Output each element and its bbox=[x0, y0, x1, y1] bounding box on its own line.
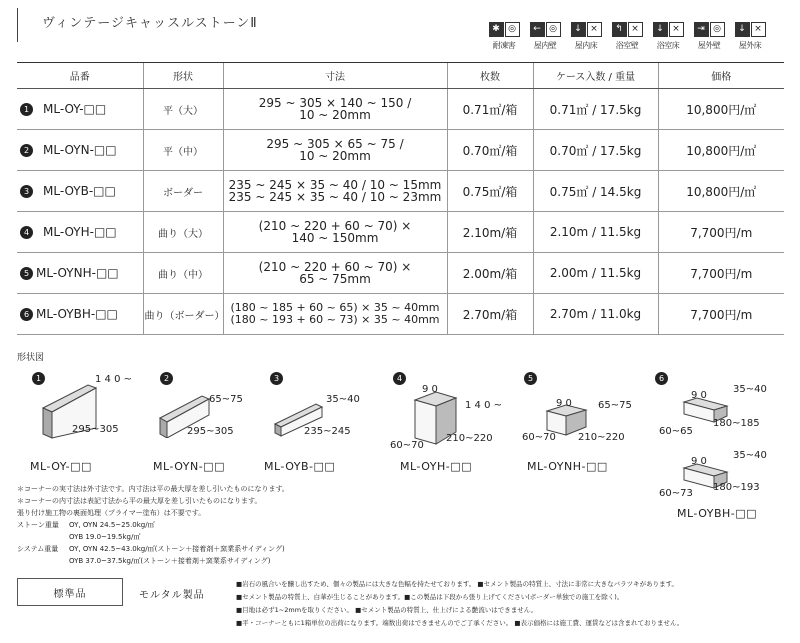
ok-icon: ◎ bbox=[505, 22, 520, 37]
shape-cell: ボーダー bbox=[143, 171, 223, 212]
figure-number: 2 bbox=[160, 372, 173, 385]
row-number: 5 bbox=[20, 267, 33, 280]
table-row bbox=[17, 294, 784, 335]
dim-top: 9 0 bbox=[691, 456, 707, 467]
fine-line: ■セメント製品の特質上、白華が生じることがあります。■この製品は下段から張り上げてください(ボーダー単独での施工を除く)。 bbox=[236, 593, 624, 601]
code-text: ML-OYNH-□□ bbox=[36, 266, 119, 280]
mortar-label: モルタル製品 bbox=[139, 590, 205, 601]
figure-model: ML-OYNH-□□ bbox=[527, 460, 608, 473]
shape-cell: 平（中） bbox=[143, 130, 223, 171]
ng-icon: × bbox=[628, 22, 643, 37]
size-line: (180 ~ 193 + 60 ~ 73) × 35 ~ 40mm bbox=[230, 313, 440, 326]
figure-model: ML-OYBH-□□ bbox=[677, 507, 758, 520]
usage-bath-wall bbox=[609, 22, 645, 51]
code-text: ML-OY-□□ bbox=[43, 102, 107, 116]
price-cell: 7,700円/m bbox=[658, 294, 784, 335]
code-text: ML-OYN-□□ bbox=[43, 143, 117, 157]
usage-label: 屋外床 bbox=[738, 41, 762, 50]
page-title: ヴィンテージキャッスルストーンⅡ bbox=[42, 16, 258, 31]
product-code bbox=[17, 171, 143, 212]
outdoor-floor-icon: ↓ bbox=[735, 22, 750, 37]
qty-cell: 2.00m/箱 bbox=[447, 253, 533, 294]
usage-label: 屋内壁 bbox=[533, 41, 557, 50]
figure-number: 6 bbox=[655, 372, 668, 385]
stone-weight-value: OY, OYN 24.5~25.0kg/㎡ bbox=[69, 521, 155, 529]
shape-cell: 平（大） bbox=[143, 89, 223, 130]
dim-side: 35~40 bbox=[733, 384, 767, 395]
size-line: (180 ~ 185 + 60 ~ 65) × 35 ~ 40mm bbox=[230, 301, 440, 314]
system-weight-value: OYB 37.0~37.5kg/㎡(ストーン＋接着剤＋窯業系サイディング) bbox=[69, 557, 271, 565]
ng-icon: × bbox=[751, 22, 766, 37]
row-number: 1 bbox=[20, 103, 33, 116]
header-case: ケース入数 / 重量 bbox=[533, 63, 658, 89]
system-weight-label: システム重量 bbox=[17, 545, 59, 553]
figure-number: 4 bbox=[393, 372, 406, 385]
fine-line: ■岩石の風合いを醸し出すため、個々の製品には大きな色幅を持たせております。 ■セメント製品の特質上、寸法に非常に大きなバラツキがあります。 bbox=[236, 580, 679, 588]
shape-cell: 曲り（大） bbox=[143, 212, 223, 253]
dim-left: 60~70 bbox=[390, 440, 424, 451]
bath-floor-icon: ↓ bbox=[653, 22, 668, 37]
fine-print bbox=[236, 578, 796, 630]
code-text: ML-OYBH-□□ bbox=[36, 307, 118, 321]
product-code bbox=[17, 89, 143, 130]
dim-bottom: 235~245 bbox=[304, 426, 351, 437]
fine-line: ■平・コーナーともに1箱単位の出荷になります。端数出荷はできませんのでご了承ください。 ■表示価格には施工費、運賃などは含まれておりません。 bbox=[236, 619, 684, 627]
ng-icon: × bbox=[587, 22, 602, 37]
usage-frost bbox=[486, 22, 522, 51]
size-cell bbox=[223, 171, 447, 212]
figure-1 bbox=[30, 370, 150, 473]
figure-model: ML-OYB-□□ bbox=[264, 460, 336, 473]
system-weight-value: OY, OYN 42.5~43.0kg/㎡(ストーン＋接着剤＋窯業系サイディング) bbox=[69, 545, 285, 553]
note-line: ＊コーナーの内寸法は表記寸法から平の最大厚を差し引いたものになります。 bbox=[17, 497, 262, 505]
usage-indoor-floor bbox=[568, 22, 604, 51]
indoor-wall-icon: ← bbox=[530, 22, 545, 37]
ng-icon: × bbox=[669, 22, 684, 37]
ok-icon: ◎ bbox=[546, 22, 561, 37]
dim-left: 60~70 bbox=[522, 432, 556, 443]
fine-line: ■目地は必ず1~2mmを取りください。 ■セメント製品の特質上、仕上げによる艶流いはできません。 bbox=[236, 606, 538, 614]
case-cell: 2.00m / 11.5kg bbox=[533, 253, 658, 294]
size-line: 295 ~ 305 × 140 ~ 150 / bbox=[258, 96, 412, 110]
system-weight-2 bbox=[17, 555, 437, 567]
dim-bottom: 180~193 bbox=[713, 482, 760, 493]
price-cell: 10,800円/㎡ bbox=[658, 130, 784, 171]
dim-bottom: 210~220 bbox=[446, 433, 493, 444]
table-row bbox=[17, 130, 784, 171]
dim-bottom: 210~220 bbox=[578, 432, 625, 443]
dim-side: 1 4 0 ~ bbox=[465, 400, 503, 411]
figure-model: ML-OY-□□ bbox=[30, 460, 92, 473]
figure-5 bbox=[522, 370, 652, 473]
price-cell: 7,700円/m bbox=[658, 212, 784, 253]
size-line: (210 ~ 220 + 60 ~ 70) × bbox=[258, 219, 412, 233]
note-line: 張り付け施工物の裏面処理（プライマー塗布）は不要です。 bbox=[17, 509, 206, 517]
table-row bbox=[17, 212, 784, 253]
product-code bbox=[17, 294, 143, 335]
usage-icons bbox=[486, 22, 768, 51]
usage-label: 耐凍害 bbox=[492, 41, 516, 50]
price-cell: 10,800円/㎡ bbox=[658, 171, 784, 212]
size-line: 65 ~ 75mm bbox=[299, 272, 371, 286]
dim-side: 65~75 bbox=[598, 400, 632, 411]
usage-outdoor-floor bbox=[732, 22, 768, 51]
size-cell bbox=[223, 89, 447, 130]
table-row bbox=[17, 253, 784, 294]
code-text: ML-OYH-□□ bbox=[43, 225, 117, 239]
qty-cell: 2.10m/箱 bbox=[447, 212, 533, 253]
dim-top: 9 0 bbox=[422, 384, 438, 395]
row-number: 2 bbox=[20, 144, 33, 157]
figure-3 bbox=[264, 370, 378, 473]
standard-badge: 標準品 bbox=[17, 578, 123, 606]
case-cell: 0.71㎡ / 17.5kg bbox=[533, 89, 658, 130]
price-cell: 7,700円/m bbox=[658, 253, 784, 294]
stone-weight-label: ストーン重量 bbox=[17, 521, 59, 529]
shape-cell: 曲り（ボーダー） bbox=[143, 294, 223, 335]
size-cell bbox=[223, 253, 447, 294]
usage-indoor-wall bbox=[527, 22, 563, 51]
case-cell: 2.70m / 11.0kg bbox=[533, 294, 658, 335]
table-header bbox=[17, 63, 784, 89]
shape-cell: 曲り（中） bbox=[143, 253, 223, 294]
figure-4 bbox=[390, 370, 520, 473]
indoor-floor-icon: ↓ bbox=[571, 22, 586, 37]
figure-2 bbox=[153, 370, 265, 473]
frost-icon: ✱ bbox=[489, 22, 504, 37]
outdoor-wall-icon: ⇥ bbox=[694, 22, 709, 37]
dim-top: 1 4 0 ~ bbox=[95, 374, 133, 385]
figure-number: 1 bbox=[32, 372, 45, 385]
figure-model: ML-OYN-□□ bbox=[153, 460, 225, 473]
notes bbox=[17, 483, 437, 567]
dim-bottom: 295~305 bbox=[72, 424, 119, 435]
spec-table bbox=[17, 62, 784, 335]
qty-cell: 2.70m/箱 bbox=[447, 294, 533, 335]
row-number: 4 bbox=[20, 226, 33, 239]
figure-6 bbox=[655, 370, 795, 520]
dim-side: 65~75 bbox=[209, 394, 243, 405]
row-number: 6 bbox=[20, 308, 33, 321]
product-code bbox=[17, 130, 143, 171]
row-number: 3 bbox=[20, 185, 33, 198]
dim-top: 9 0 bbox=[556, 398, 572, 409]
dim-bottom: 295~305 bbox=[187, 426, 234, 437]
price-cell: 10,800円/㎡ bbox=[658, 89, 784, 130]
header-price: 価格 bbox=[658, 63, 784, 89]
table-row bbox=[17, 171, 784, 212]
shapes-title: 形状図 bbox=[17, 353, 45, 363]
size-line: (210 ~ 220 + 60 ~ 70) × bbox=[258, 260, 412, 274]
header-size: 寸法 bbox=[223, 63, 447, 89]
size-line: 10 ~ 20mm bbox=[299, 108, 371, 122]
usage-bath-floor bbox=[650, 22, 686, 51]
ok-icon: ◎ bbox=[710, 22, 725, 37]
size-line: 235 ~ 245 × 35 ~ 40 / 10 ~ 15mm bbox=[228, 178, 442, 192]
qty-cell: 0.75㎡/箱 bbox=[447, 171, 533, 212]
usage-label: 浴室床 bbox=[656, 41, 680, 50]
header-qty: 枚数 bbox=[447, 63, 533, 89]
dim-left: 60~65 bbox=[659, 426, 693, 437]
header-shape: 形状 bbox=[143, 63, 223, 89]
code-text: ML-OYB-□□ bbox=[43, 184, 116, 198]
figure-number: 3 bbox=[270, 372, 283, 385]
dim-side: 35~40 bbox=[326, 394, 360, 405]
size-line: 295 ~ 305 × 65 ~ 75 / bbox=[266, 137, 404, 151]
dim-bottom: 180~185 bbox=[713, 418, 760, 429]
stone-weight-value: OYB 19.0~19.5kg/㎡ bbox=[69, 533, 141, 541]
case-cell: 2.10m / 11.5kg bbox=[533, 212, 658, 253]
header-code: 品番 bbox=[17, 63, 143, 89]
size-cell bbox=[223, 212, 447, 253]
size-cell bbox=[223, 294, 447, 335]
size-line: 140 ~ 150mm bbox=[291, 231, 379, 245]
usage-label: 屋外壁 bbox=[697, 41, 721, 50]
case-cell: 0.70㎡ / 17.5kg bbox=[533, 130, 658, 171]
figure-number: 5 bbox=[524, 372, 537, 385]
dim-top: 9 0 bbox=[691, 390, 707, 401]
usage-label: 屋内床 bbox=[574, 41, 598, 50]
note-line: ＊コーナーの実寸法は外寸法です。内寸法は平の最大厚を差し引いたものになります。 bbox=[17, 485, 289, 493]
size-line: 10 ~ 20mm bbox=[299, 149, 371, 163]
stone-weight bbox=[17, 519, 437, 531]
dim-left: 60~73 bbox=[659, 488, 693, 499]
usage-label: 浴室壁 bbox=[615, 41, 639, 50]
usage-outdoor-wall bbox=[691, 22, 727, 51]
bath-wall-icon: ↰ bbox=[612, 22, 627, 37]
dim-side: 35~40 bbox=[733, 450, 767, 461]
product-code bbox=[17, 253, 143, 294]
product-code bbox=[17, 212, 143, 253]
size-line: 235 ~ 245 × 35 ~ 40 / 10 ~ 23mm bbox=[228, 190, 442, 204]
system-weight bbox=[17, 543, 437, 555]
table-row bbox=[17, 89, 784, 130]
figure-model: ML-OYH-□□ bbox=[400, 460, 473, 473]
stone-weight-2 bbox=[17, 531, 437, 543]
case-cell: 0.75㎡ / 14.5kg bbox=[533, 171, 658, 212]
qty-cell: 0.71㎡/箱 bbox=[447, 89, 533, 130]
title-divider bbox=[17, 8, 18, 42]
size-cell bbox=[223, 130, 447, 171]
qty-cell: 0.70㎡/箱 bbox=[447, 130, 533, 171]
